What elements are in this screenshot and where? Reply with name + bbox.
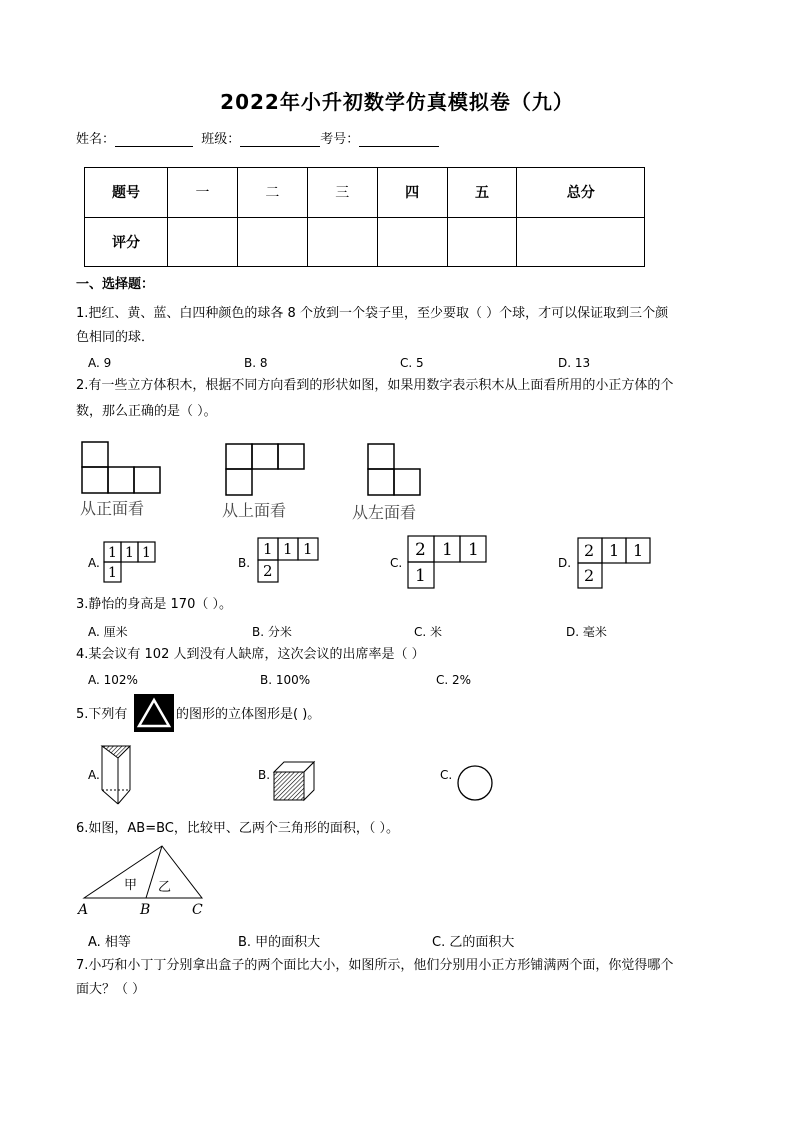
question-1-line1: 1.把红、黄、蓝、白四种颜色的球各 8 个放到一个袋子里，至少要取（ ）个球，才可以保证取到三个颜 — [76, 306, 669, 321]
score-table-header-row — [85, 168, 645, 218]
question-6: 6.如图，AB=BC，比较甲、乙两个三角形的面积，（ ）。 — [76, 821, 400, 836]
grid-number: 2 — [584, 541, 595, 560]
class-label: 班级： — [201, 132, 241, 147]
grid-number: 1 — [283, 540, 293, 558]
question-7-line2: 面大？（ ） — [76, 982, 146, 997]
q2-option-a-label[interactable]: A. — [88, 556, 100, 570]
grid-number: 1 — [108, 565, 117, 581]
student-info-line — [76, 128, 439, 147]
score-cell[interactable] — [377, 217, 447, 267]
grid-number: 1 — [442, 540, 453, 560]
q2-option-d-label[interactable]: D. — [558, 556, 572, 570]
exam-no-label: 考号： — [320, 132, 360, 147]
grid-number: 1 — [263, 540, 273, 558]
label-jia: 甲 — [124, 878, 138, 893]
point-a-label: A — [78, 902, 89, 918]
grid-number: 2 — [415, 540, 426, 560]
q6-option-c[interactable]: C. 乙的面积大 — [432, 935, 515, 950]
score-table — [84, 167, 645, 267]
score-table-score-row — [85, 217, 645, 267]
top-view-figure — [226, 444, 304, 495]
grid-number: 1 — [468, 540, 479, 560]
score-cell[interactable] — [307, 217, 377, 267]
q2-option-a-grid[interactable] — [100, 540, 170, 586]
header-cell-4: 四 — [377, 168, 447, 218]
q1-option-c[interactable]: C. 5 — [400, 356, 424, 370]
q6-triangle-figure — [74, 842, 214, 920]
q2-option-b-grid[interactable] — [254, 536, 328, 584]
grid-number: 1 — [609, 541, 620, 560]
header-cell-total: 总分 — [517, 168, 645, 218]
exam-no-blank[interactable] — [359, 132, 439, 147]
top-view-label: 从上面看 — [222, 501, 287, 520]
q1-option-d[interactable]: D. 13 — [558, 356, 591, 370]
grid-number: 1 — [633, 541, 644, 560]
front-view-figure — [82, 442, 160, 493]
q3-option-d[interactable]: D. 毫米 — [566, 625, 607, 639]
question-2-line2: 数，那么正确的是（ ）。 — [76, 404, 217, 419]
question-5-prefix: 5.下列有 — [76, 707, 128, 722]
q6-option-b[interactable]: B. 甲的面积大 — [238, 935, 321, 950]
q4-option-c[interactable]: C. 2% — [436, 673, 472, 687]
q2-views-figure — [76, 436, 456, 522]
page-title: 2022年小升初数学仿真模拟卷（九） — [220, 90, 574, 114]
q5-option-a-prism-figure[interactable] — [96, 742, 138, 808]
name-blank[interactable] — [115, 132, 193, 147]
q2-option-c-grid[interactable] — [404, 534, 494, 590]
left-view-figure — [368, 444, 420, 495]
question-5-suffix: 的图形的立体图形是( )。 — [176, 707, 321, 722]
q5-option-b-cube-figure[interactable] — [270, 758, 320, 804]
q5-option-c-sphere-figure[interactable] — [454, 762, 496, 804]
q2-option-c-label[interactable]: C. — [390, 556, 403, 570]
name-label: 姓名： — [76, 132, 116, 147]
grid-number: 2 — [263, 562, 273, 580]
q3-option-c[interactable]: C. 米 — [414, 625, 443, 639]
score-cell[interactable] — [447, 217, 517, 267]
class-blank[interactable] — [240, 132, 320, 147]
score-cell[interactable] — [237, 217, 307, 267]
question-1-line2: 色相同的球． — [76, 330, 155, 345]
q4-option-a[interactable]: A. 102% — [88, 673, 138, 687]
q6-option-a[interactable]: A. 相等 — [88, 935, 131, 950]
front-view-label: 从正面看 — [80, 499, 145, 518]
q3-option-a[interactable]: A. 厘米 — [88, 625, 128, 639]
q1-option-a[interactable]: A. 9 — [88, 356, 112, 370]
q4-option-b[interactable]: B. 100% — [260, 673, 311, 687]
q5-option-b-label[interactable]: B. — [258, 768, 271, 782]
q5-triangle-icon — [134, 694, 174, 732]
question-4: 4.某会议有 102 人到没有人缺席，这次会议的出席率是（ ） — [76, 647, 425, 662]
q2-option-b-label[interactable]: B. — [238, 556, 251, 570]
q1-option-b[interactable]: B. 8 — [244, 356, 268, 370]
grid-number: 1 — [108, 545, 117, 561]
q5-option-a-label[interactable]: A. — [88, 768, 100, 782]
grid-number: 1 — [142, 545, 151, 561]
header-cell-1: 一 — [168, 168, 238, 218]
section-heading-choice: 一、选择题： — [76, 277, 155, 292]
q3-option-b[interactable]: B. 分米 — [252, 625, 292, 639]
grid-number: 1 — [303, 540, 313, 558]
q2-option-d-grid[interactable] — [574, 536, 658, 590]
grid-number: 1 — [415, 566, 426, 586]
question-3: 3.静怡的身高是 170（ ）。 — [76, 597, 232, 612]
grid-number: 1 — [125, 545, 134, 561]
grid-number: 2 — [584, 566, 595, 585]
point-c-label: C — [192, 902, 203, 918]
header-cell-3: 三 — [307, 168, 377, 218]
question-2-line1: 2.有一些立方体积木，根据不同方向看到的形状如图，如果用数字表示积木从上面看所用的小正方体的个 — [76, 378, 674, 393]
header-cell-2: 二 — [237, 168, 307, 218]
score-cell[interactable] — [168, 217, 238, 267]
left-view-label: 从左面看 — [352, 503, 417, 522]
score-cell[interactable] — [517, 217, 645, 267]
score-row-label: 评分 — [85, 217, 168, 267]
header-cell-tihao: 题号 — [85, 168, 168, 218]
point-b-label: B — [140, 902, 151, 918]
q5-option-c-label[interactable]: C. — [440, 768, 453, 782]
label-yi: 乙 — [158, 880, 172, 895]
header-cell-5: 五 — [447, 168, 517, 218]
question-7-line1: 7.小巧和小丁丁分别拿出盒子的两个面比大小，如图所示，他们分别用小正方形铺满两个面，你觉得哪个 — [76, 958, 674, 973]
